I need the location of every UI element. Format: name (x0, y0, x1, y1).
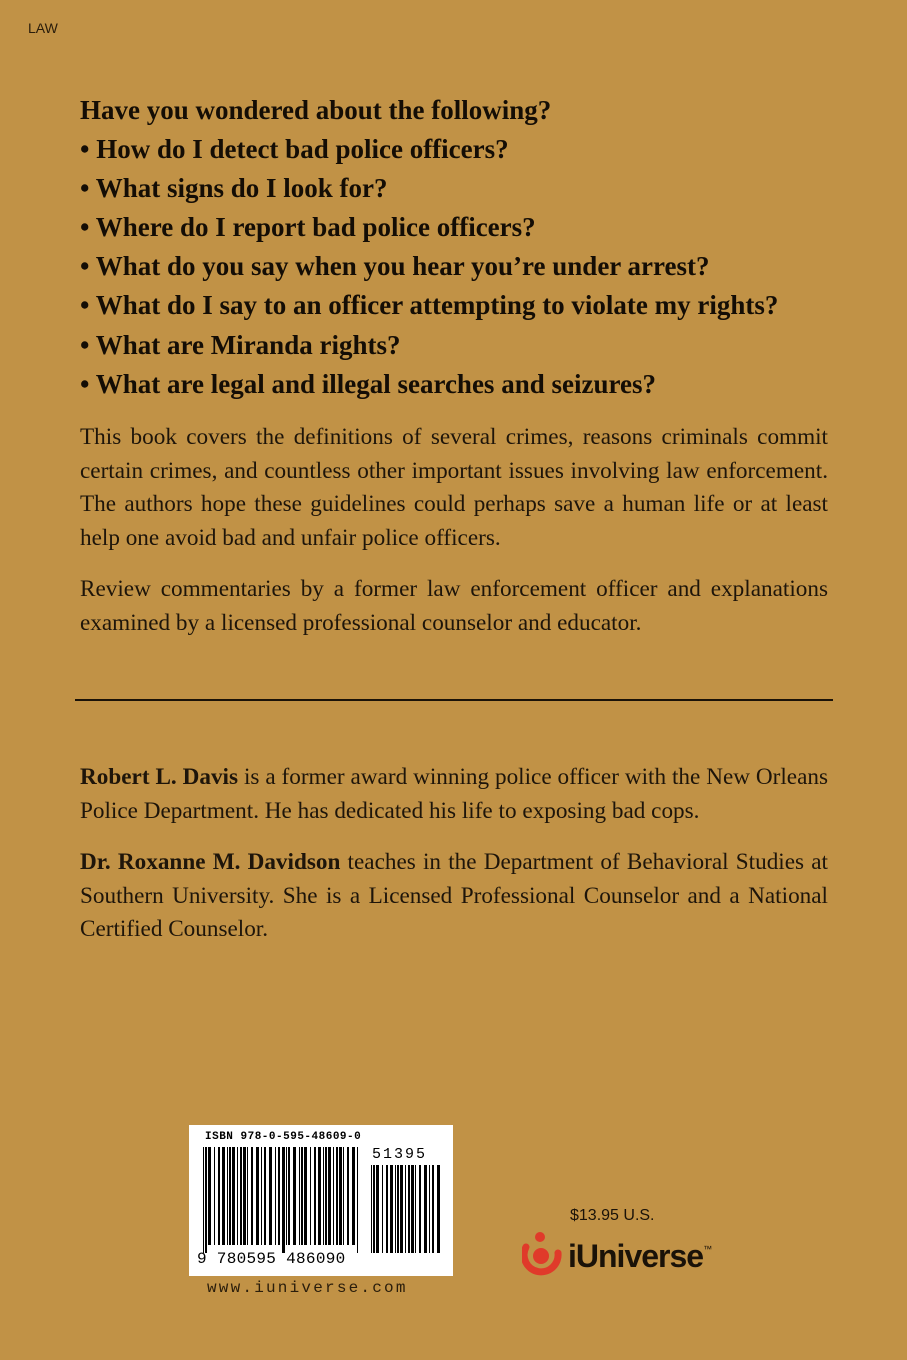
price-supplement-code: 51395 (372, 1146, 428, 1163)
barcode-bar (314, 1147, 316, 1245)
barcode-bar (278, 1147, 280, 1245)
barcode-bar (299, 1147, 300, 1245)
question-item: • What signs do I look for? (80, 173, 388, 204)
barcode-bar (247, 1147, 248, 1245)
question-item: • What do you say when you hear you’re under arrest? (80, 251, 710, 282)
barcode-bar (390, 1165, 393, 1253)
iuniverse-logo-icon (522, 1229, 562, 1279)
description-text: This book covers the definitions of several crimes, reasons criminals commit certain crimes, and countless other important issues involving law enforcement. The authors hope these guidelines could perhaps save a human life or at least help one avoid bad and unfair police officers. (80, 424, 828, 551)
barcode-bar (240, 1147, 242, 1245)
barcode-bar (325, 1147, 327, 1245)
ean-digits: 9 780595 486090 (197, 1250, 346, 1268)
question-list (80, 91, 870, 404)
barcode-bar (395, 1165, 396, 1253)
barcode-bar (437, 1165, 440, 1253)
barcode-bar (286, 1147, 287, 1245)
barcode-bar (382, 1165, 383, 1253)
review-note (80, 573, 828, 640)
trademark-symbol: ™ (703, 1244, 713, 1254)
barcode-bar (333, 1147, 334, 1245)
barcode-bar (343, 1147, 344, 1245)
barcode-bar (218, 1147, 220, 1245)
barcode-bar (214, 1147, 215, 1245)
publisher-logo-text (568, 1238, 712, 1275)
book-price: $13.95 U.S. (570, 1207, 655, 1224)
barcode-bar (336, 1147, 338, 1245)
barcode-bar (397, 1165, 399, 1253)
barcode-bar (264, 1147, 266, 1245)
barcode-bar (318, 1147, 321, 1245)
question-intro: Have you wondered about the following? (80, 95, 552, 125)
barcode-bar (347, 1147, 349, 1245)
barcode-bar (411, 1165, 414, 1253)
author-name: Robert L. Davis (80, 764, 239, 790)
barcode-bar (301, 1147, 303, 1245)
barcode-bar (205, 1147, 207, 1253)
barcode-bar (243, 1147, 246, 1245)
barcode-bar (432, 1165, 434, 1253)
barcode-bar (408, 1165, 410, 1253)
barcode-bar (229, 1147, 231, 1245)
question-item: • How do I detect bad police officers? (80, 134, 509, 165)
barcode-bar (376, 1165, 379, 1253)
author-name: Dr. Roxanne M. Davidson (80, 849, 341, 875)
barcode-bar (323, 1147, 324, 1245)
question-item: • Where do I report bad police officers? (80, 212, 536, 243)
isbn-number: ISBN 978-0-595-48609-0 (205, 1131, 362, 1143)
barcode-bar (203, 1147, 204, 1253)
barcode-bar (275, 1147, 276, 1245)
ean-barcode-bars (201, 1147, 363, 1255)
barcode-bar (293, 1147, 296, 1245)
publisher-website: www.iuniverse.com (207, 1279, 408, 1297)
isbn-barcode (189, 1125, 453, 1276)
book-description (80, 421, 828, 555)
author-bio-davidson (80, 846, 828, 947)
category-label: LAW (28, 20, 58, 36)
barcode-bar (304, 1147, 307, 1245)
author-bio-davis (80, 761, 828, 828)
barcode-bar (310, 1147, 311, 1245)
barcode-bar (415, 1165, 416, 1253)
barcode-bar (232, 1147, 235, 1245)
question-item: • What are legal and illegal searches and seizures? (80, 368, 656, 399)
barcode-bar (237, 1147, 238, 1245)
question-item: • What are Miranda rights? (80, 329, 401, 360)
barcode-bar (269, 1147, 272, 1245)
barcode-bar (400, 1165, 403, 1253)
author-bio-text: is a former award winning police officer with the New Orleans Police Department. He has dedicated his life to exposing bad cops. (80, 764, 828, 824)
barcode-bar (328, 1147, 331, 1245)
section-divider (75, 699, 833, 701)
barcode-bar (208, 1147, 211, 1245)
barcode-bar (405, 1165, 406, 1253)
barcode-bar (352, 1147, 355, 1245)
publisher-name: iUniverse (568, 1238, 704, 1274)
barcode-bar (222, 1147, 225, 1245)
barcode-bar (424, 1165, 427, 1253)
supplement-barcode-bars (369, 1165, 443, 1255)
barcode-bar (371, 1165, 372, 1253)
question-item: • What do I say to an officer attempting to violate my rights? (80, 290, 779, 321)
barcode-bar (256, 1147, 259, 1245)
barcode-bar (373, 1165, 375, 1253)
barcode-bar (357, 1147, 358, 1253)
barcode-bar (419, 1165, 421, 1253)
barcode-bar (429, 1165, 430, 1253)
barcode-bar (251, 1147, 253, 1245)
barcode-bar (288, 1147, 290, 1245)
barcode-bar (261, 1147, 262, 1245)
barcode-bar (386, 1165, 388, 1253)
barcode-bar (339, 1147, 342, 1245)
author-bio-text: teaches in the Department of Behavioral Studies at Southern University. She is a Licensed Professional Counselor and a National Certified Counselor. (80, 849, 828, 942)
barcode-bar (227, 1147, 228, 1245)
barcode-bar (282, 1147, 285, 1253)
review-text: Review commentaries by a former law enforcement officer and explanations examined by a licensed professional counselor and educator. (80, 576, 828, 636)
